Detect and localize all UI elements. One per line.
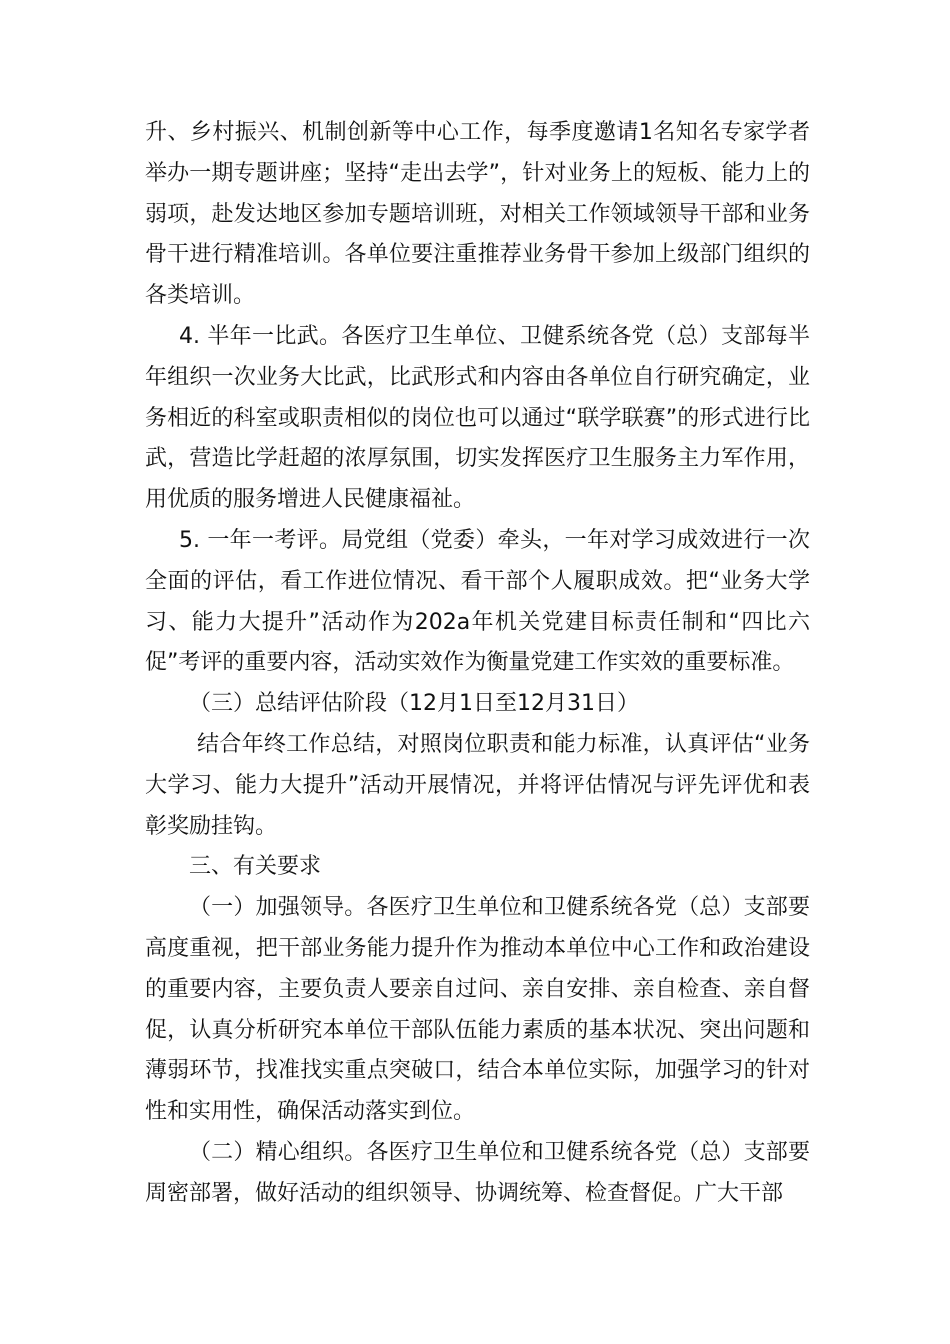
paragraph-item-4-half-year-competition: 4. 半年一比武。各医疗卫生单位、卫健系统各党（总）支部每半年组织一次业务大比武，比武形式和内容由各单位自行研究确定，业务相近的科室或职责相似的岗位也可以通过“联学联赛”的形式进行比武，营造比学赶超的浓厚氛围，切实发挥医疗卫生服务主力军作用，用优质的服务增进人民健康福祉。 [145, 323, 810, 513]
heading-requirements: 三、有关要求 [189, 854, 322, 880]
heading-summary-stage: （三）总结评估阶段（12月1日至12月31日） [189, 691, 639, 717]
paragraph-training-continued: 升、乡村振兴、机制创新等中心工作，每季度邀请1名知名专家学者举办一期专题讲座；坚持“走出去学”，针对业务上的短板、能力上的弱项，赴发达地区参加专题培训班，对相关工作领域领导干部和业务骨干进行精准培训。各单位要注重推荐业务骨干参加上级部门组织的各类培训。 [145, 120, 810, 309]
paragraph-item-5-annual-evaluation: 5. 一年一考评。局党组（党委）牵头，一年对学习成效进行一次全面的评估，看工作进位情况、看干部个人履职成效。把“业务大学习、能力大提升”活动作为202a年机关党建目标责任制和“四比六促”考评的重要内容，活动实效作为衡量党建工作实效的重要标准。 [145, 527, 810, 676]
document-body [145, 113, 810, 1215]
paragraph-strengthen-leadership: （一）加强领导。各医疗卫生单位和卫健系统各党（总）支部要高度重视，把干部业务能力提升作为推动本单位中心工作和政治建设的重要内容，主要负责人要亲自过问、亲自安排、亲自检查、亲自督促，认真分析研究本单位干部队伍能力素质的基本状况、突出问题和薄弱环节，找准找实重点突破口，结合本单位实际，加强学习的针对性和实用性，确保活动落实到位。 [145, 895, 810, 1125]
paragraph-summary-stage: 结合年终工作总结，对照岗位职责和能力标准，认真评估“业务大学习、能力大提升”活动开展情况，并将评估情况与评先评优和表彰奖励挂钩。 [145, 731, 810, 839]
paragraph-careful-organization: （二）精心组织。各医疗卫生单位和卫健系统各党（总）支部要周密部署，做好活动的组织领导、协调统筹、检查督促。广大干部 [145, 1139, 810, 1206]
